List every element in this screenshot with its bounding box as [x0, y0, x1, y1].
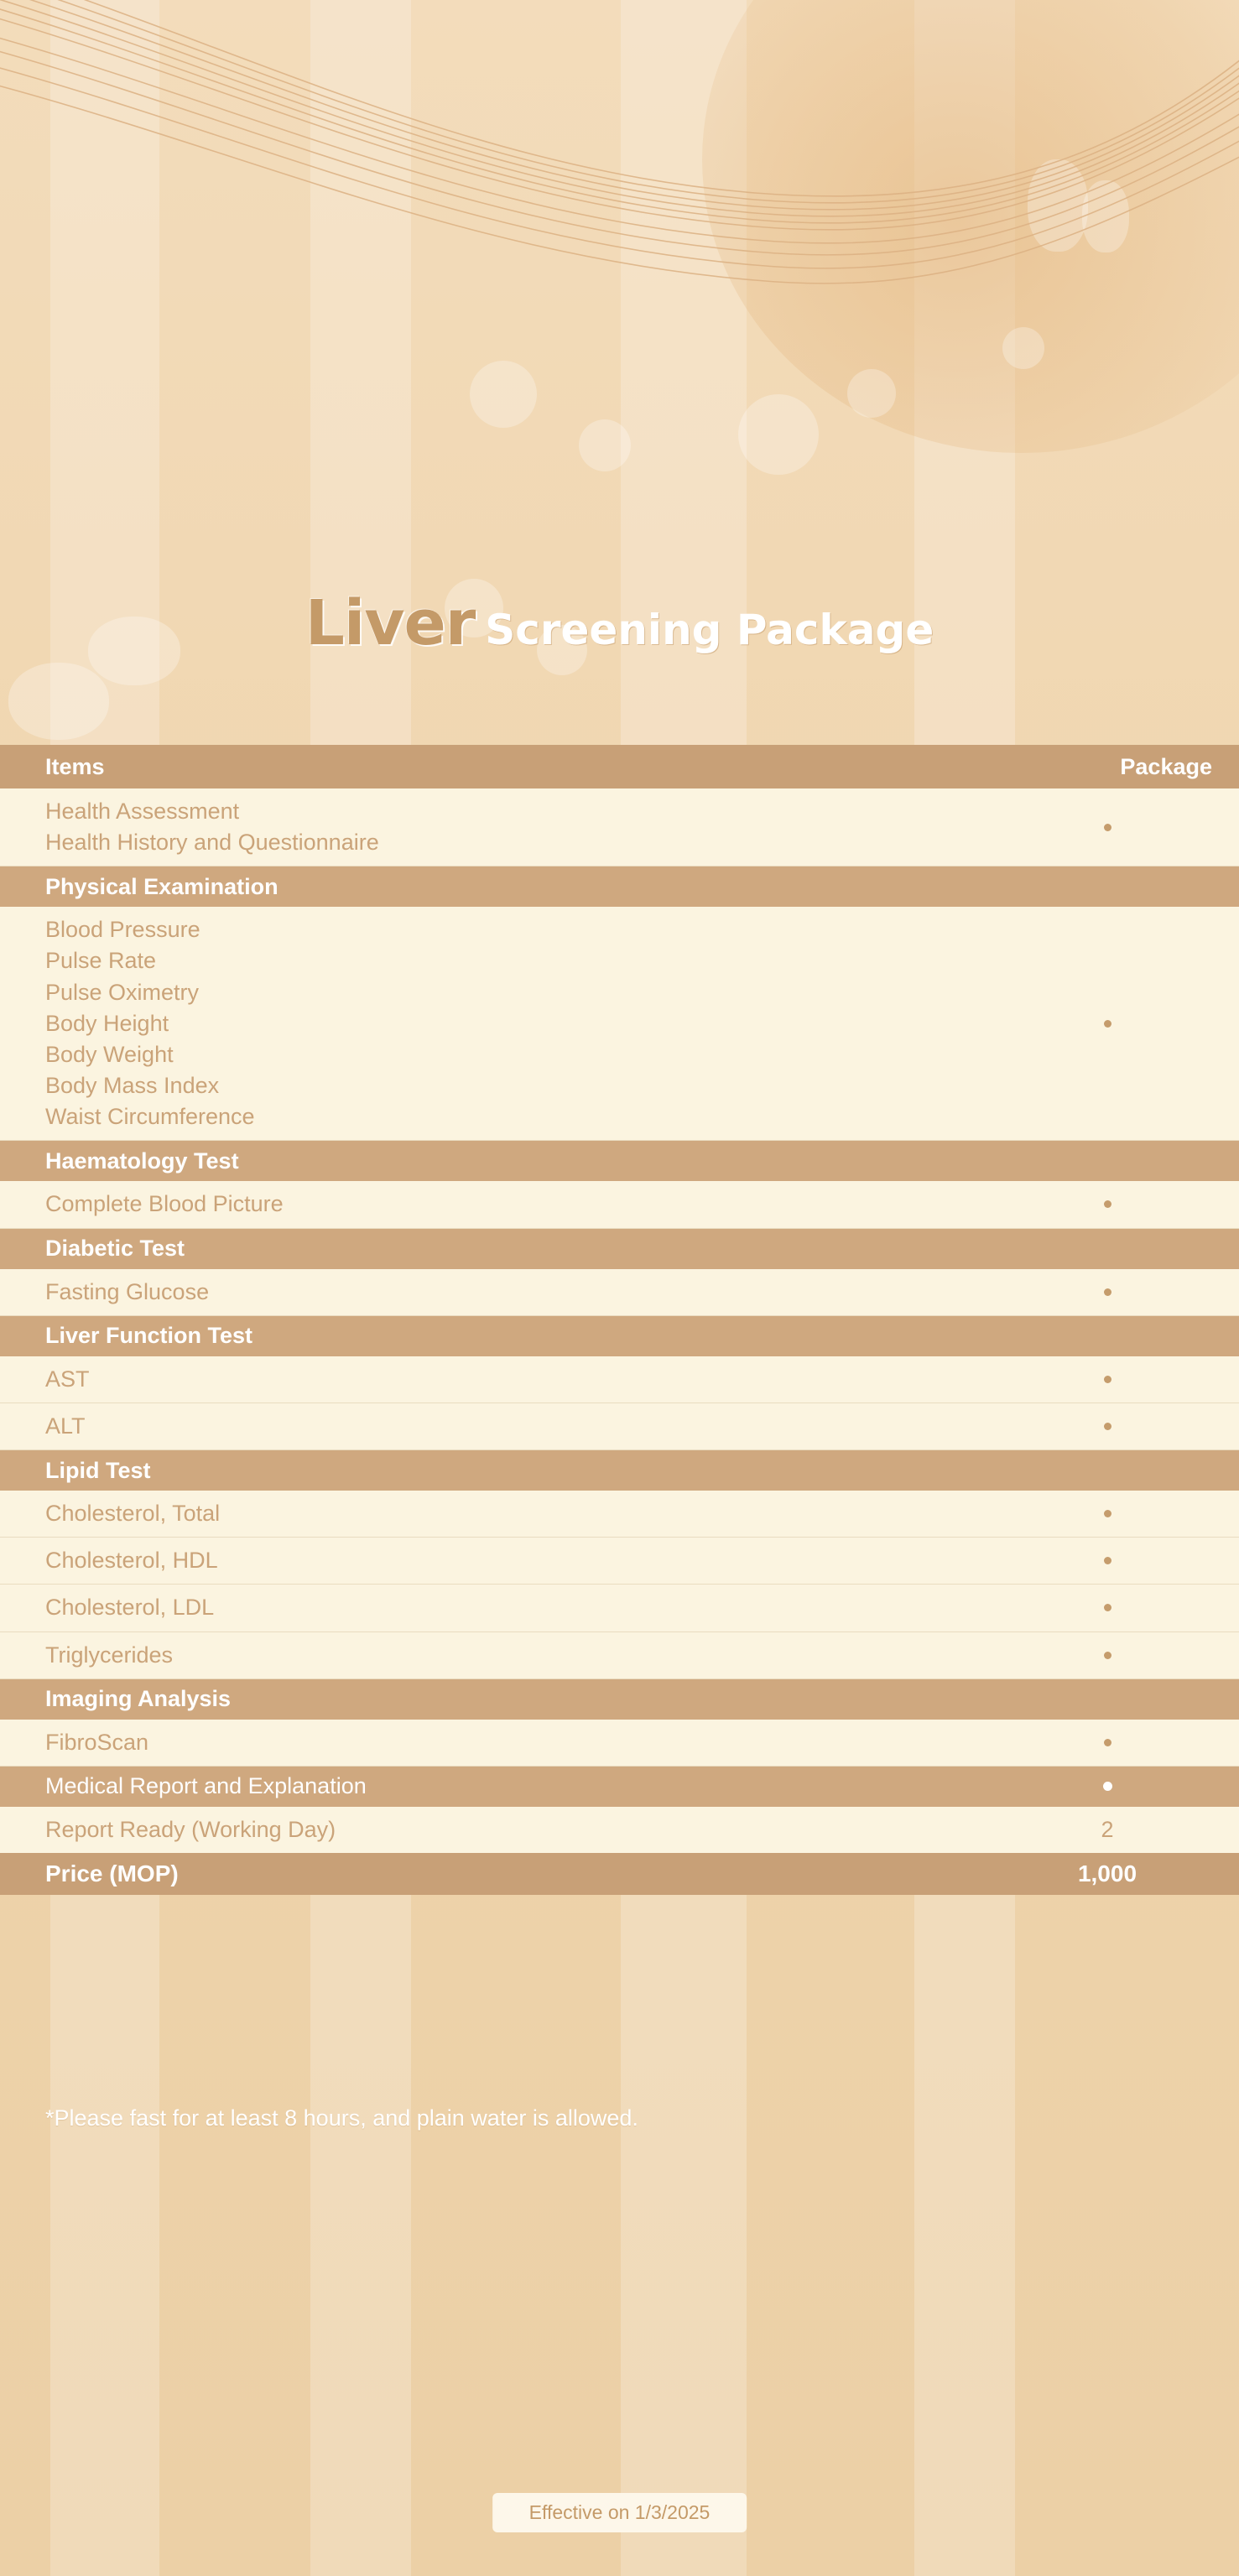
row-package-value: [987, 1720, 1239, 1766]
table-row: [0, 1767, 1239, 1807]
row-item-label: [0, 1720, 987, 1766]
row-item-line: Medical Report and Explanation: [45, 1773, 367, 1799]
row-item-line: Body Height: [45, 1010, 169, 1036]
row-package-value: [987, 1181, 1239, 1227]
row-package-value: 1,000: [1077, 1860, 1137, 1886]
row-item-line: Triglycerides: [45, 1642, 174, 1668]
table-row: [0, 1853, 1239, 1895]
table-section-row: [0, 1141, 1239, 1181]
table-row: [0, 1491, 1239, 1538]
table-row: [0, 1403, 1239, 1450]
row-item-label: [0, 1356, 987, 1402]
row-item-line: Complete Blood Picture: [45, 1191, 284, 1217]
row-item-line: Pulse Rate: [45, 948, 157, 974]
row-package-value: [987, 1269, 1239, 1315]
row-package-value: [987, 907, 1239, 1140]
table-section-row: [0, 1679, 1239, 1720]
table-row: [0, 788, 1239, 866]
included-dot-icon: [1104, 1200, 1111, 1208]
table-section-row: [0, 1450, 1239, 1491]
included-dot-icon: [1104, 824, 1111, 831]
header-items: Items: [45, 753, 105, 779]
row-item-label: [0, 907, 987, 1140]
table-row: [0, 1269, 1239, 1316]
row-item-line: Health Assessment: [45, 799, 240, 824]
row-item-label: [0, 788, 987, 866]
section-label: Imaging Analysis: [45, 1686, 232, 1712]
row-item-label: [0, 1585, 987, 1631]
header-package: Package: [1120, 753, 1212, 779]
title-main: Liver: [305, 587, 476, 659]
row-package-value: [987, 1538, 1239, 1584]
row-item-label: [0, 1403, 987, 1449]
row-package-value: [987, 1632, 1239, 1678]
table-row: [0, 1538, 1239, 1585]
row-item-line: Blood Pressure: [45, 917, 200, 943]
row-item-line: FibroScan: [45, 1729, 149, 1755]
table-row: [0, 1585, 1239, 1631]
section-label: Lipid Test: [45, 1457, 151, 1483]
section-label: Physical Examination: [45, 873, 279, 899]
package-table: [0, 745, 1239, 1895]
row-item-line: Price (MOP): [45, 1860, 179, 1886]
table-row: [0, 1181, 1239, 1228]
table-header-row: [0, 745, 1239, 788]
section-label: Haematology Test: [45, 1147, 239, 1174]
section-label: Liver Function Test: [45, 1323, 253, 1349]
included-dot-icon: [1104, 1376, 1111, 1383]
row-item-label: [0, 1767, 987, 1807]
included-dot-icon: [1104, 1510, 1111, 1517]
row-item-line: Body Weight: [45, 1041, 174, 1067]
included-dot-icon: [1103, 1782, 1112, 1791]
table-section-row: [0, 866, 1239, 907]
included-dot-icon: [1104, 1557, 1111, 1564]
included-dot-icon: [1104, 1739, 1111, 1746]
section-label: Diabetic Test: [45, 1236, 185, 1262]
table-row: [0, 1632, 1239, 1679]
included-dot-icon: [1104, 1020, 1111, 1028]
row-package-value: [987, 1356, 1239, 1402]
corner-glow: [702, 0, 1239, 453]
included-dot-icon: [1104, 1423, 1111, 1430]
included-dot-icon: [1104, 1288, 1111, 1296]
row-item-label: [0, 1853, 987, 1895]
row-item-line: Cholesterol, HDL: [45, 1548, 218, 1574]
table-section-row: [0, 1316, 1239, 1356]
swoosh-lines-decoration: [0, 0, 1239, 487]
row-item-line: Fasting Glucose: [45, 1278, 210, 1304]
table-section-row: [0, 1229, 1239, 1269]
row-package-value: [987, 1585, 1239, 1631]
row-item-label: [0, 1269, 987, 1315]
table-row: [0, 1356, 1239, 1403]
table-row: [0, 907, 1239, 1141]
row-package-value: [987, 1403, 1239, 1449]
row-item-line: Cholesterol, Total: [45, 1501, 221, 1527]
row-item-line: Report Ready (Working Day): [45, 1816, 336, 1842]
row-item-label: [0, 1491, 987, 1537]
row-item-label: [0, 1632, 987, 1678]
effective-date-badge: Effective on 1/3/2025: [492, 2493, 747, 2532]
row-item-label: [0, 1181, 987, 1227]
row-package-value: 2: [1101, 1816, 1114, 1842]
row-item-line: AST: [45, 1366, 90, 1392]
row-item-line: Waist Circumference: [45, 1104, 255, 1130]
fasting-note: *Please fast for at least 8 hours, and plain water is allowed.: [45, 2105, 638, 2131]
row-item-line: Pulse Oximetry: [45, 979, 200, 1005]
row-item-line: Health History and Questionnaire: [45, 830, 379, 856]
table-row: [0, 1807, 1239, 1853]
row-item-line: Cholesterol, LDL: [45, 1595, 215, 1621]
row-item-line: ALT: [45, 1413, 86, 1439]
row-item-line: Body Mass Index: [45, 1073, 220, 1099]
title-sub: Screening Package: [485, 606, 934, 654]
included-dot-icon: [1104, 1652, 1111, 1659]
included-dot-icon: [1104, 1604, 1111, 1611]
row-package-value: [987, 1767, 1239, 1807]
page-title: [0, 587, 1239, 659]
row-package-value: [987, 1491, 1239, 1537]
row-item-label: [0, 1538, 987, 1584]
row-package-value: [987, 788, 1239, 866]
row-item-label: [0, 1807, 987, 1853]
table-row: [0, 1720, 1239, 1767]
